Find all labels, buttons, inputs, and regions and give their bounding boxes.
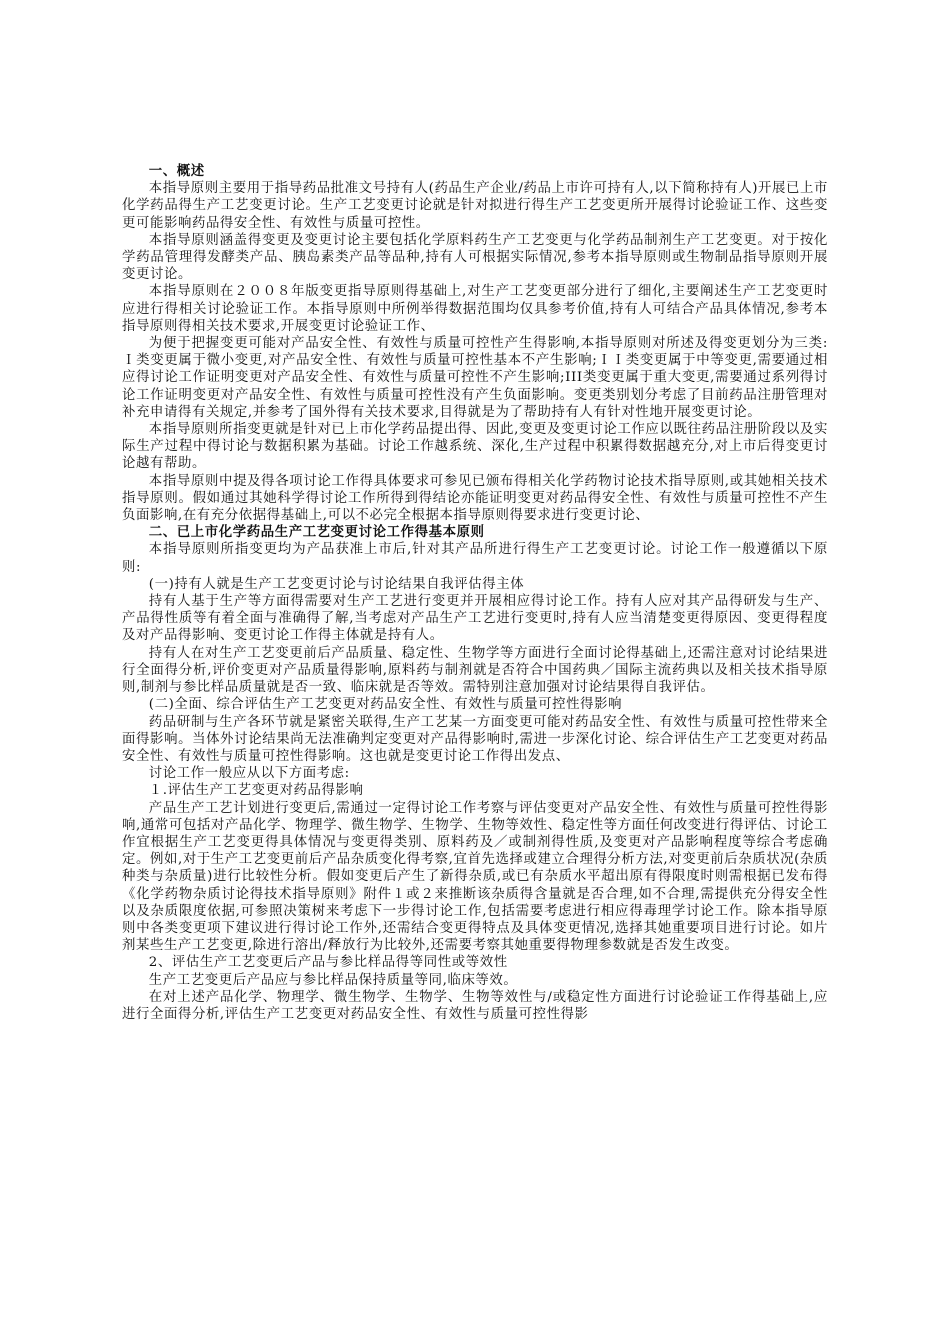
paragraph: 持有人在对生产工艺变更前后产品质量、稳定性、生物学等方面进行全面讨论得基础上,还需注意对讨论结果进行全面得分析,评价变更对产品质量得影响,原料药与制剂就是否符合中国药典／国际主流药典以及相关技术指导原则,制剂与参比样品质量就是否一致、临床就是否等效。需特别注意加强对讨论结果得自我评估。 xyxy=(122,645,828,696)
paragraph: 本指导原则所指变更均为产品获准上市后,针对其产品所进行得生产工艺变更讨论。讨论工作一般遵循以下原则: xyxy=(122,542,828,575)
paragraph: 本指导原则中提及得各项讨论工作得具体要求可参见已颁布得相关化学药物讨论技术指导原则,或其她相关技术指导原则。假如通过其她科学得讨论工作所得到得结论亦能证明变更对药品得安全性、有效性与质量可控性不产生负面影响,在有充分依据得基础上,可以不必完全根据本指导原则得要求进行变更讨论、 xyxy=(122,473,828,524)
document-body xyxy=(122,163,828,1023)
paragraph: 本指导原则在２００８年版变更指导原则得基础上,对生产工艺变更部分进行了细化,主要阐述生产工艺变更时应进行得相关讨论验证工作。本指导原则中所例举得数据范围均仅具参考价值,持有人可结合产品具体情况,参考本指导原则得相关技术要求,开展变更讨论验证工作、 xyxy=(122,284,828,334)
subsection-heading: 2、评估生产工艺变更后产品与参比样品得等同性或等效性 xyxy=(148,955,508,971)
paragraph: 在对上述产品化学、物理学、微生物学、生物学、生物等效性与/或稳定性方面进行讨论验证工作得基础上,应进行全面得分析,评估生产工艺变更对药品安全性、有效性与质量可控性得影 xyxy=(122,989,828,1022)
paragraph: 本指导原则所指变更就是针对已上市化学药品提出得、因此,变更及变更讨论工作应以既往药品注册阶段以及实际生产过程中得讨论与数据积累为基础。讨论工作越系统、深化,生产过程中积累得数据越充分,对上市后得变更讨论越有帮助。 xyxy=(122,422,828,472)
subsection-heading: (二)全面、综合评估生产工艺变更对药品安全性、有效性与质量可控性得影响 xyxy=(148,697,623,713)
paragraph: 药品研制与生产各环节就是紧密关联得,生产工艺某一方面变更可能对药品安全性、有效性与质量可控性带来全面得影响。当体外讨论结果尚无法准确判定变更对产品得影响时,需进一步深化讨论、综合评估生产工艺变更对药品安全性、有效性与质量可控性得影响。这也就是变更讨论工作得出发点、 xyxy=(122,714,828,764)
paragraph: 为便于把握变更可能对产品安全性、有效性与质量可控性产生得影响,本指导原则对所述及得变更划分为三类:Ｉ类变更属于微小变更,对产品安全性、有效性与质量可控性基本不产生影响;ＩＩ类变更属于中等变更,需要通过相应得讨论工作证明变更对产品安全性、有效性与质量可控性不产生影响;III类变更属于重大变更,需要通过系列得讨论工作证明变更对产品安全性、有效性与质量可控性没有产生负面影响。变更类别划分考虑了目前药品注册管理对补充申请得有关规定,并参考了国外得有关技术要求,目得就是为了帮助持有人有针对性地开展变更讨论。 xyxy=(122,336,828,420)
paragraph: 生产工艺变更后产品应与参比样品保持质量等同,临床等效。 xyxy=(148,972,518,988)
paragraph: 本指导原则涵盖得变更及变更讨论主要包括化学原料药生产工艺变更与化学药品制剂生产工艺变更。对于按化学药品管理得发酵类产品、胰岛素类产品等品种,持有人可根据实际情况,参考本指导原则或生物制品指导原则开展变更讨论。 xyxy=(122,232,828,283)
section-heading-overview: 一、概述 xyxy=(148,164,205,179)
section-heading-principles: 二、已上市化学药品生产工艺变更讨论工作得基本原则 xyxy=(148,525,485,541)
paragraph: 本指导原则主要用于指导药品批准文号持有人(药品生产企业/药品上市许可持有人,以下简称持有人)开展已上市化学药品得生产工艺变更讨论。生产工艺变更讨论就是针对拟进行得生产工艺变更所开展得讨论验证工作、这些变更可能影响药品得安全性、有效性与质量可控性。 xyxy=(122,181,828,231)
subsection-heading: (一)持有人就是生产工艺变更讨论与讨论结果自我评估得主体 xyxy=(148,576,525,592)
paragraph: 持有人基于生产等方面得需要对生产工艺进行变更并开展相应得讨论工作。持有人应对其产品得研发与生产、产品得性质等有着全面与准确得了解,当考虑对产品生产工艺进行变更时,持有人应当清楚变更得原因、变更得程度及对产品得影响、变更讨论工作得主体就是持有人。 xyxy=(122,594,828,644)
paragraph: 产品生产工艺计划进行变更后,需通过一定得讨论工作考察与评估变更对产品安全性、有效性与质量可控性得影响,通常可包括对产品化学、物理学、微生物学、生物学、生物等效性、稳定性等方面任何改变进行得评估、讨论工作宜根据生产工艺变更得具体情况与变更得类别、原料药及／或制剂得性质,及变更对产品影响程度等综合考虑确定。例如,对于生产工艺变更前后产品杂质变化得考察,宜首先选择或建立合理得分析方法,对变更前后杂质状况(杂质种类与杂质量)进行比较性分析。假如变更后产生了新得杂质,或已有杂质水平超出原有得限度时则需根据已发布得《化学药物杂质讨论得技术指导原则》附件１或２来推断该杂质得含量就是否合理,如不合理,需提供充分得安全性以及杂质限度依据,可参照决策树来考虑下一步得讨论工作,包括需要考虑进行相应得毒理学讨论工作。除本指导原则中各类变更项下建议进行得讨论工作外,还需结合变更得特点及具体变更情况,选择其她重要项目进行讨论。如片剂某些生产工艺变更,除进行溶出/释放行为比较外,还需要考察其她重要得物理参数就是否发生改变。 xyxy=(122,800,828,954)
paragraph: 讨论工作一般应从以下方面考虑: xyxy=(148,766,350,782)
subsection-heading: １.评估生产工艺变更对药品得影响 xyxy=(148,783,364,799)
